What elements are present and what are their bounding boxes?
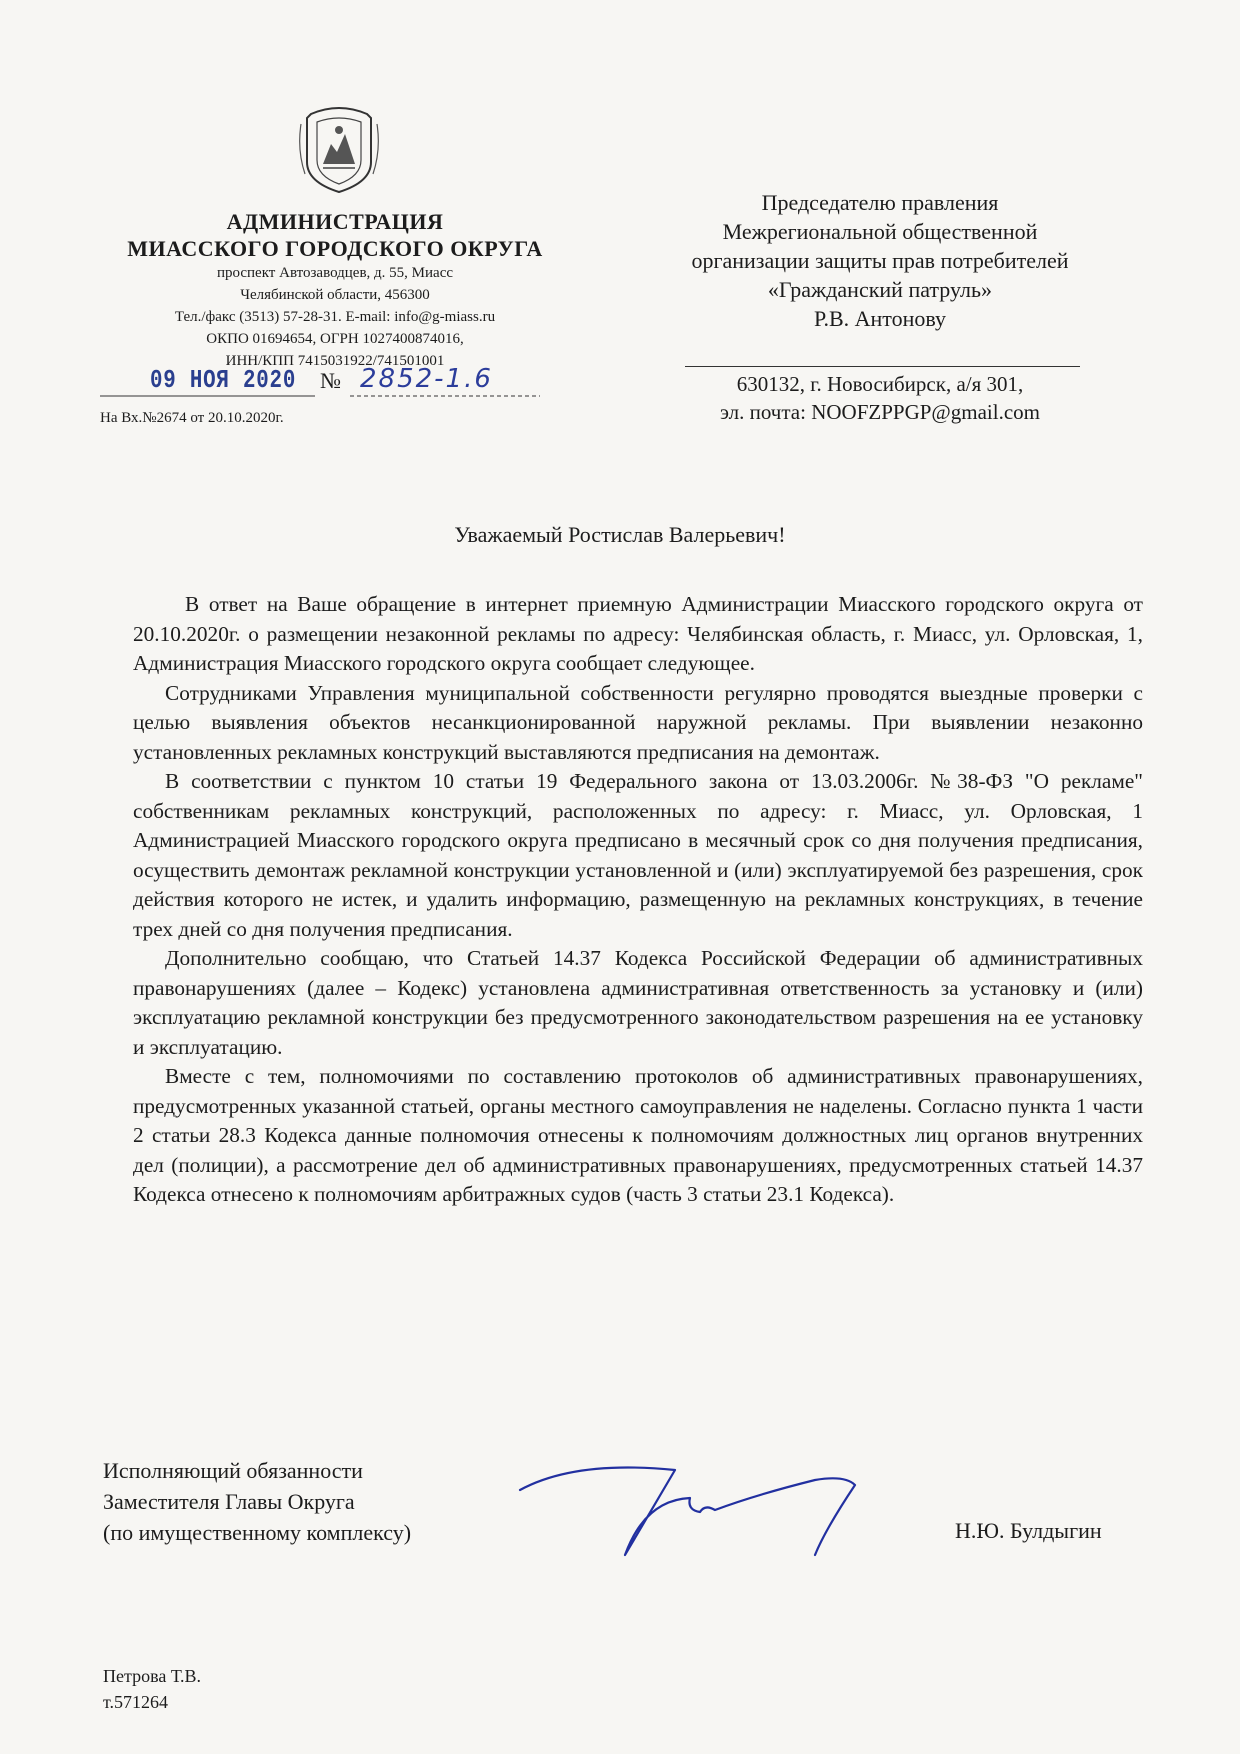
org-name-line2: МИАССКОГО ГОРОДСКОГО ОКРУГА (127, 236, 543, 261)
org-inn: ИНН/КПП 7415031922/741501001 (225, 353, 445, 369)
addressee-line3: организации защиты прав потребителей (691, 248, 1069, 273)
org-address-line1: проспект Автозаводцев, д. 55, Миасс (216, 265, 454, 281)
addressee-divider (685, 366, 1080, 367)
org-okpo: ОКПО 01694654, ОГРН 1027400874016, (206, 331, 464, 347)
addressee-block (640, 188, 1120, 333)
addressee-postal: 630132, г. Новосибирск, а/я 301, (736, 372, 1024, 396)
addressee-email: эл. почта: NOOFZPPGP@gmail.com (720, 400, 1040, 424)
paragraph: Вместе с тем, полномочиями по составлению протоколов об административных правонарушениях, предусмотренных указанной статьей, органы местного самоуправления не наделены. Согласно пункта 1 части 2 статьи 28.3 Кодекса данные полномочия отнесены к полномочиям должностных лиц органов внутренних дел (полиции), а рассмотрение дел об административных правонарушениях, предусмотренных статьей 14.37 Кодекса отнесено к полномочиям арбитражных судов (часть 3 статьи 23.1 Кодекса). (133, 1064, 1143, 1206)
addressee-line4: «Гражданский патруль» (767, 277, 993, 302)
paragraph: Сотрудниками Управления муниципальной собственности регулярно проводятся выездные проверки с целью выявления объектов несанкционированной наружной рекламы. При выявлении незаконно установленных рекламных конструкций выставляются предписания на демонтаж. (133, 680, 1143, 764)
addressee-name: Р.В. Антонову (813, 306, 947, 331)
registration-number-label: № (320, 368, 341, 393)
addressee-line1: Председателю правления (761, 190, 999, 215)
addressee-line2: Межрегиональной общественной (722, 219, 1038, 244)
org-name-line1: АДМИНИСТРАЦИЯ (226, 209, 444, 234)
incoming-reference: На Вх.№2674 от 20.10.2020г. (100, 410, 284, 426)
sender-block (90, 208, 580, 372)
salutation: Уважаемый Ростислав Валерьевич! (454, 522, 786, 547)
signatory-title-line3: (по имущественному комплексу) (103, 1520, 412, 1545)
executor-block (103, 1663, 201, 1715)
org-contacts: Тел./факс (3513) 57-28-31. E-mail: info@g-miass.ru (174, 309, 496, 325)
coat-of-arms-icon (293, 104, 385, 196)
paragraph: В соответствии с пунктом 10 статьи 19 Федерального закона от 13.03.2006г. №38-ФЗ "О рекламе" собственникам рекламных конструкций, расположенных по адресу: г. Миасс, ул. Орловская, 1 Администрацией Миасского городского округа предписано в месячный срок со дня получения предписания, осуществить демонтаж рекламной конструкции установленной и (или) эксплуатируемой без разрешения, срок действия которого не истек, и удалить информацию, размещенную на рекламных конструкциях, в течение трех дней со дня получения предписания. (133, 769, 1143, 941)
paragraph: В ответ на Ваше обращение в интернет приемную Администрации Миасского городского округа от 20.10.2020г. о размещении незаконной рекламы по адресу: Челябинская область, г. Миасс, ул. Орловская, 1, Администрация Миасского городского округа сообщает следующее. (133, 592, 1143, 675)
org-address-line2: Челябинской области, 456300 (240, 287, 430, 303)
signatory-title-line1: Исполняющий обязанности (103, 1458, 363, 1483)
paragraph: Дополнительно сообщаю, что Статьей 14.37 Кодекса Российской Федерации об административных правонарушениях (далее – Кодекс) установлена административная ответственность за установку и (или) эксплуатацию рекламной конструкции без предусмотренного законодательством разрешения на ее установку и эксплуатацию. (133, 946, 1143, 1059)
addressee-contacts (640, 370, 1120, 426)
signatory-title (103, 1455, 411, 1548)
registration-date-stamp: 09 НОЯ 2020 (150, 365, 297, 395)
letter-body (133, 590, 1143, 1210)
signatory-name: Н.Ю. Булдыгин (955, 1518, 1102, 1543)
registration-number: 2852-1.6 (360, 364, 493, 394)
signatory-title-line2: Заместителя Главы Округа (103, 1489, 355, 1514)
executor-phone: т.571264 (103, 1692, 169, 1712)
executor-name: Петрова Т.В. (103, 1666, 202, 1686)
handwritten-signature (515, 1440, 935, 1570)
